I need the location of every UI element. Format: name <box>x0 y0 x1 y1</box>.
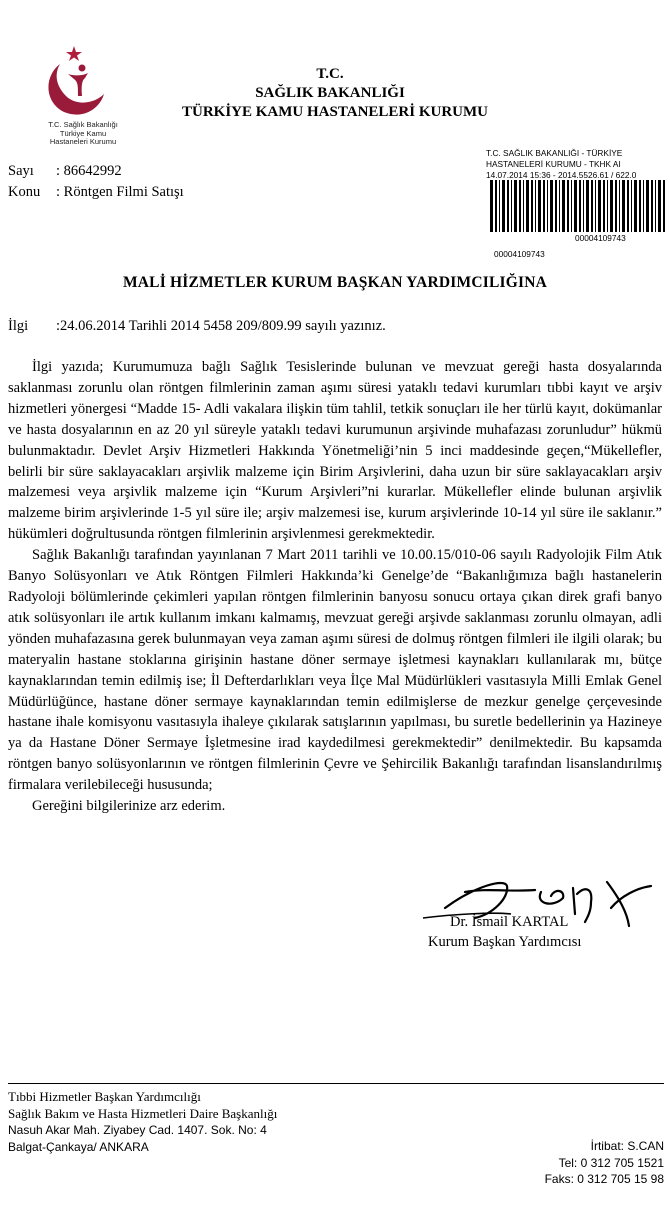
barcode-bar <box>655 180 656 232</box>
footer-contact-line: Faks: 0 312 705 15 98 <box>544 1172 664 1186</box>
barcode-bar <box>595 180 596 232</box>
barcode-bar <box>550 180 553 232</box>
document-number <box>8 163 122 180</box>
header-line-tc: T.C. <box>316 66 344 82</box>
barcode-bar <box>567 180 569 232</box>
ministry-logo <box>38 42 128 146</box>
barcode-bar <box>507 180 509 232</box>
barcode <box>488 180 670 234</box>
footer-contact-line: İrtibat: S.CAN <box>590 1139 664 1153</box>
sayi-label: Sayı <box>8 163 34 179</box>
signatory-name: Dr. İsmail KARTAL <box>450 914 569 930</box>
barcode-bar <box>615 180 617 232</box>
barcode-bar <box>555 180 557 232</box>
barcode-bar <box>663 180 665 232</box>
ilgi-label: İlgi <box>8 318 29 334</box>
barcode-bar <box>631 180 632 232</box>
barcode-bar <box>543 180 545 232</box>
signatory-title: Kurum Başkan Yardımcısı <box>428 934 582 950</box>
footer-contact-line: Tel: 0 312 705 1521 <box>558 1155 664 1170</box>
barcode-number: 00004109743 <box>494 249 545 259</box>
barcode-bar <box>607 180 608 232</box>
barcode-bar <box>646 180 649 232</box>
barcode-bar <box>499 180 500 232</box>
crescent-star-icon <box>38 42 128 116</box>
barcode-bar <box>559 180 560 232</box>
logo-caption-line: Hastaneleri Kurumu <box>49 137 117 146</box>
ilgi-value: :24.06.2014 Tarihli 2014 5458 209/809.99 sayılı yazınız. <box>56 318 386 334</box>
body-paragraph: İlgi yazıda; Kurumumuza bağlı Sağlık Tesislerinde bulunan ve mevzuat gereği hasta dosyalarında saklanması zorunlu olan röntgen filmlerinin zaman aşımı süresi yataklı tedavi kurumları tıbbi kayıt ve arşiv hizmetleri yönergesi “Madde 15- Adli vakalara ilişkin tüm tahlil, tetkik sonuçları ile her türlü kayıt, dokümanlar ve hasta dosyalarının en az 20 yıl süreyle yataklı tedavi kurumunun arşivinde muhafazası zorunludur” hükmü bulunmaktadır. Devlet Arşiv Hizmetleri Hakkında Yönetmeliği’nin 5 inci maddesinde geçen,“Mükellefler, belirli bir süre saklayacakları arşivlik malzeme için Birim Arşivlerini, daha uzun bir süre saklayacakları arşiv malzemesi veya arşivlik malzeme için “Kurum Arşivleri”ni kurarlar. Mükellefler elinde bulunan arşivlik malzeme birim arşivlerinde 1-5 yıl süre ile; arşiv malzemesi ise, kurum arşivlerinde 10-14 yıl süre ile saklanır.” hükümleri doğrultusunda röntgen filmlerinin arşivlenmesi gerekmektedir. <box>8 359 662 543</box>
barcode-bar <box>502 180 505 232</box>
reference-line <box>8 318 386 335</box>
registry-stamp <box>486 148 670 181</box>
barcode-bar <box>538 180 541 232</box>
barcode-bar <box>583 180 584 232</box>
header-line-institution: TÜRKİYE KAMU HASTANELERİ KURUMU <box>182 104 488 120</box>
stamp-line: T.C. SAĞLIK BAKANLIĞI - TÜRKİYE <box>486 148 623 158</box>
barcode-bar <box>579 180 581 232</box>
footer-line: Sağlık Bakım ve Hasta Hizmetleri Daire Başkanlığı <box>8 1105 278 1121</box>
body-paragraph: Sağlık Bakanlığı tarafından yayınlanan 7 Mart 2011 tarihli ve 10.00.15/010-06 sayılı Radyolojik Film Atık Banyo Solüsyonları ve Atık Röntgen Filmleri Hakkında’ki Genelge’de “Bakanlığımıza bağlı hastanelerin Radyoloji bölümlerinde çekimleri yapılan röntgen filmlerinin banyosu sonucu ortaya çıkan direk grafi banyo atık solüsyonları ile artık kullanım imkanı kalmamış, mevzuat gereği arşivde saklanması zorunlu olmayan, adli yönden muhafazasına gerek bulunmayan veya zaman aşımı süresi de dolmuş röntgen filmleri ile ilgili olarak; bu materyalin hastane stoklarına girişinin hastane döner sermaye işletmesi kaynakları kullanılarak mı, bütçe kaynaklarından temin edilmiş ise; İl Defterdarlıkları veya İlçe Mal Müdürlükleri vasıtasıyla Milli Emlak Genel Müdürlüğünce, hastane döner sermaye kaynaklarından temin edilmişlerse de mezkur genelge çerçevesinde hastane ihale komisyonu vasıtasıyla ihaleye çıkılarak satışlarının yapılması, bu suretle bedellerinin ya Hazineye ya da Hastane Döner Sermaye İşletmesine irad kaydedilmesi gerekmektedir” denilmektedir. Bu kapsamda röntgen banyo solüsyonlarının ve röntgen filmlerinin Çevre ve Şehircilik Bakanlığı tarafından lisanslandırılmış firmalara verilebileceği hususunda; <box>8 547 662 794</box>
addressee: MALİ HİZMETLER KURUM BAŞKAN YARDIMCILIĞINA <box>122 274 548 291</box>
barcode-bar <box>574 180 577 232</box>
barcode-bar <box>643 180 644 232</box>
footer-line: Balgat-Çankaya/ ANKARA <box>8 1139 149 1154</box>
barcode-bar <box>514 180 517 232</box>
footer-contact <box>520 1138 664 1188</box>
barcode-bar <box>619 180 620 232</box>
footer-address <box>8 1089 277 1155</box>
barcode-bar <box>627 180 629 232</box>
footer-divider <box>8 1083 664 1084</box>
barcode-bar <box>523 180 524 232</box>
footer-line: Tıbbi Hizmetler Başkan Yardımcılığı <box>8 1089 201 1104</box>
barcode-bar <box>622 180 625 232</box>
barcode-bar <box>519 180 521 232</box>
barcode-bar <box>547 180 548 232</box>
header-line-ministry: SAĞLIK BAKANLIĞI <box>255 85 405 101</box>
barcode-bar <box>562 180 565 232</box>
body-paragraph: Gereğini bilgilerinize arz ederim. <box>32 798 226 815</box>
barcode-bar <box>535 180 536 232</box>
barcode-bar <box>651 180 653 232</box>
barcode-bar <box>591 180 593 232</box>
barcode-bar <box>531 180 533 232</box>
barcode-bar <box>490 180 493 232</box>
barcode-bar <box>586 180 589 232</box>
footer-line: Nasuh Akar Mah. Ziyabey Cad. 1407. Sok. No: 4 <box>8 1123 267 1137</box>
stamp-line: 14.07.2014 15:36 - 2014.5526.61 / 622.0 <box>486 170 637 180</box>
letter-body <box>8 357 662 817</box>
barcode-number: 00004109743 <box>575 233 626 243</box>
sayi-value: : 86642992 <box>56 163 122 179</box>
barcode-bar <box>598 180 601 232</box>
barcode-bars <box>488 180 670 234</box>
barcode-bar <box>511 180 512 232</box>
barcode-bar <box>603 180 605 232</box>
barcode-bar <box>658 180 661 232</box>
logo-caption-line: T.C. Sağlık Bakanlığı <box>48 120 118 129</box>
konu-label: Konu <box>8 184 41 200</box>
barcode-bar <box>610 180 613 232</box>
barcode-bar <box>634 180 637 232</box>
konu-value: : Röntgen Filmi Satışı <box>56 184 184 200</box>
barcode-bar <box>495 180 497 232</box>
barcode-bar <box>526 180 529 232</box>
barcode-bar <box>639 180 641 232</box>
document-subject <box>8 184 184 201</box>
barcode-bar <box>571 180 572 232</box>
logo-caption <box>38 121 128 147</box>
stamp-line: HASTANELERİ KURUMU - TKHK AI <box>486 159 621 169</box>
logo-caption-line: Türkiye Kamu <box>59 128 107 138</box>
